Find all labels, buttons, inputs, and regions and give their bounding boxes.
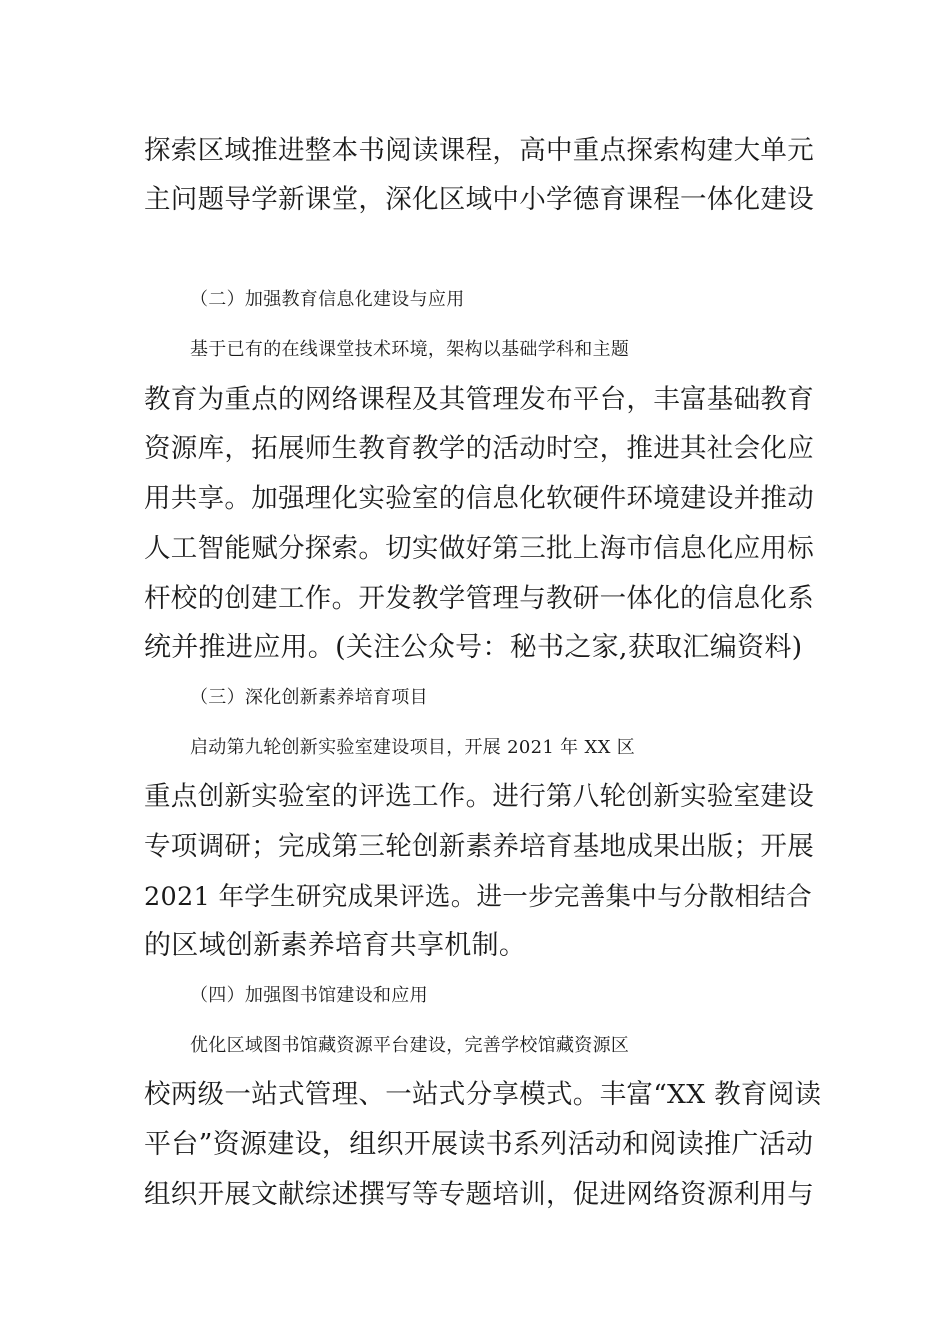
paragraph-line: 重点创新实验室的评选工作。进行第八轮创新实验室建设 [144, 781, 814, 812]
paragraph-line: 主问题导学新课堂，深化区域中小学德育课程一体化建设 [144, 184, 814, 215]
paragraph-line: 资源库，拓展师生教育教学的活动时空，推进其社会化应 [144, 433, 814, 464]
paragraph-line: 用共享。加强理化实验室的信息化软硬件环境建设并推动 [144, 483, 814, 514]
paragraph-line: 专项调研；完成第三轮创新素养培育基地成果出版；开展 [144, 831, 814, 862]
paragraph-line: 探索区域推进整本书阅读课程，高中重点探索构建大单元 [144, 135, 814, 166]
section-heading-3: （三）深化创新素养培育项目 [190, 687, 428, 708]
paragraph-line: 统并推进应用。(关注公众号：秘书之家,获取汇编资料) [144, 632, 803, 663]
paragraph-line: 启动第九轮创新实验室建设项目，开展 2021 年 XX 区 [190, 737, 636, 758]
paragraph-line: 基于已有的在线课堂技术环境，架构以基础学科和主题 [190, 339, 630, 360]
paragraph-line: 的区域创新素养培育共享机制。 [144, 930, 527, 961]
paragraph-line: 教育为重点的网络课程及其管理发布平台，丰富基础教育 [144, 384, 814, 415]
paragraph-line: 2021 年学生研究成果评选。进一步完善集中与分散相结合 [144, 882, 812, 912]
paragraph-line: 平台”资源建设，组织开展读书系列活动和阅读推广活动 [144, 1129, 814, 1160]
paragraph-line: 人工智能赋分探索。切实做好第三批上海市信息化应用标 [144, 533, 814, 564]
paragraph-line: 优化区域图书馆藏资源平台建设，完善学校馆藏资源区 [190, 1035, 630, 1056]
section-heading-2: （二）加强教育信息化建设与应用 [190, 289, 465, 310]
paragraph-line: 校两级一站式管理、一站式分享模式。丰富“XX 教育阅读 [144, 1079, 822, 1110]
section-heading-4: （四）加强图书馆建设和应用 [190, 985, 428, 1006]
paragraph-line: 杆校的创建工作。开发教学管理与教研一体化的信息化系 [144, 583, 814, 614]
paragraph-line: 组织开展文献综述撰写等专题培训，促进网络资源利用与 [144, 1179, 814, 1210]
